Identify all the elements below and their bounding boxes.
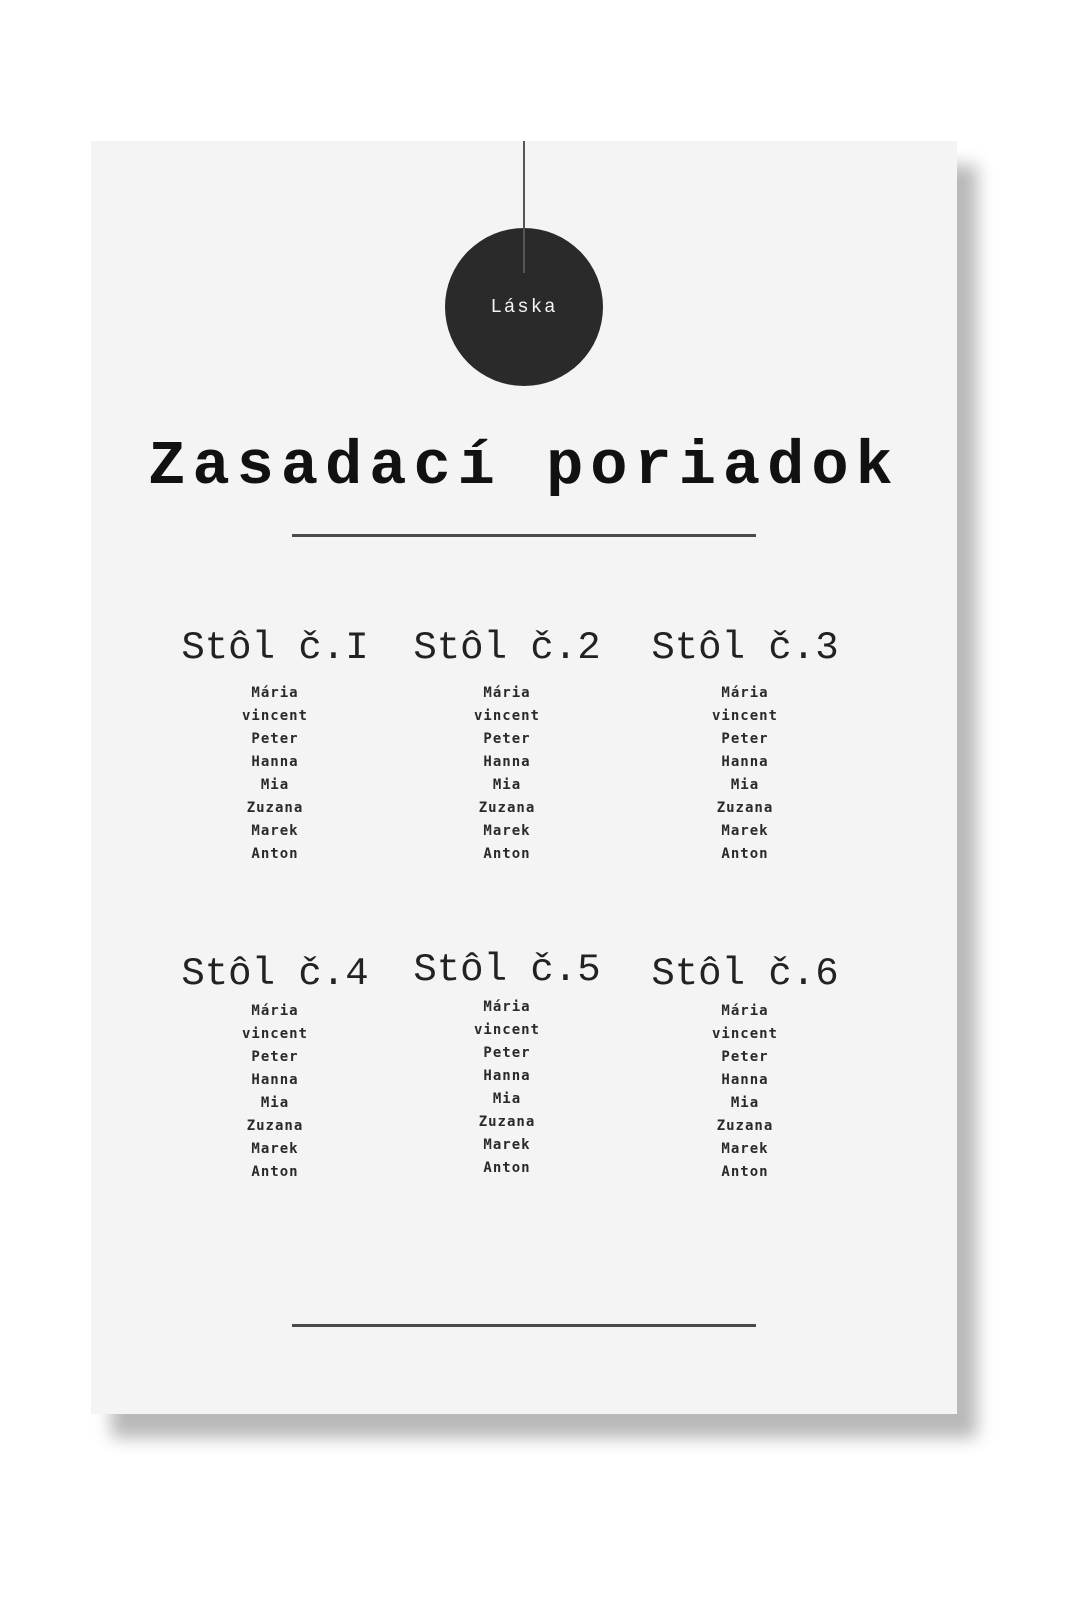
guest-name: Marek: [721, 823, 769, 839]
guest-name: Hanna: [483, 754, 531, 770]
guest-name: Hanna: [721, 754, 769, 770]
guest-name: Mia: [260, 777, 290, 793]
guest-name: Anton: [721, 846, 769, 862]
guest-name: Mia: [730, 1095, 760, 1111]
guest-list: [387, 996, 627, 1180]
guest-list: [155, 1000, 395, 1184]
guest-name: vincent: [241, 1026, 308, 1042]
guest-name: Hanna: [251, 1072, 299, 1088]
guest-name: Peter: [721, 1049, 769, 1065]
divider-top: [292, 534, 756, 537]
guest-list: [625, 1000, 865, 1184]
table-title: Stôl č.3: [651, 626, 839, 670]
table-title: Stôl č.6: [651, 952, 839, 996]
table-title: Stôl č.5: [413, 948, 601, 992]
guest-name: Mária: [483, 999, 531, 1015]
guest-name: Mária: [721, 685, 769, 701]
guest-name: Hanna: [483, 1068, 531, 1084]
guest-name: Mia: [492, 777, 522, 793]
guest-name: vincent: [711, 708, 778, 724]
guest-name: Zuzana: [478, 800, 536, 816]
table-5: [387, 948, 627, 1180]
table-6: [625, 952, 865, 1184]
guest-name: Marek: [483, 1137, 531, 1153]
guest-name: Hanna: [251, 754, 299, 770]
guest-name: Anton: [483, 846, 531, 862]
guest-name: Zuzana: [716, 800, 774, 816]
guest-name: Zuzana: [246, 800, 304, 816]
page-title: Zasadací poriadok: [148, 431, 900, 502]
guest-name: vincent: [711, 1026, 778, 1042]
guest-name: Marek: [251, 823, 299, 839]
guest-name: vincent: [473, 708, 540, 724]
seating-chart-card: [91, 141, 957, 1414]
table-4: [155, 952, 395, 1184]
guest-list: [625, 682, 865, 866]
guest-name: Mia: [260, 1095, 290, 1111]
guest-name: Peter: [721, 731, 769, 747]
guest-name: Mária: [721, 1003, 769, 1019]
guest-name: vincent: [241, 708, 308, 724]
guest-name: Zuzana: [716, 1118, 774, 1134]
guest-name: Anton: [483, 1160, 531, 1176]
guest-name: Peter: [251, 731, 299, 747]
guest-name: Mária: [251, 685, 299, 701]
guest-name: Anton: [251, 1164, 299, 1180]
guest-name: Marek: [251, 1141, 299, 1157]
divider-bottom: [292, 1324, 756, 1327]
table-title: Stôl č.4: [181, 952, 369, 996]
guest-name: Mia: [730, 777, 760, 793]
table-1: [155, 626, 395, 866]
guest-name: Mia: [492, 1091, 522, 1107]
table-2: [387, 626, 627, 866]
table-title: Stôl č.I: [181, 626, 369, 670]
guest-name: Marek: [483, 823, 531, 839]
guest-list: [387, 682, 627, 866]
guest-name: Peter: [483, 731, 531, 747]
guest-name: Zuzana: [246, 1118, 304, 1134]
guest-name: Marek: [721, 1141, 769, 1157]
guest-name: Anton: [251, 846, 299, 862]
guest-name: Peter: [483, 1045, 531, 1061]
guest-name: Zuzana: [478, 1114, 536, 1130]
guest-name: Peter: [251, 1049, 299, 1065]
table-title: Stôl č.2: [413, 626, 601, 670]
guest-name: Mária: [483, 685, 531, 701]
guest-name: Mária: [251, 1003, 299, 1019]
guest-list: [155, 682, 395, 866]
guest-name: Anton: [721, 1164, 769, 1180]
hanging-line: [523, 141, 525, 273]
guest-name: vincent: [473, 1022, 540, 1038]
guest-name: Hanna: [721, 1072, 769, 1088]
badge-label: Láska: [490, 296, 558, 318]
table-3: [625, 626, 865, 866]
